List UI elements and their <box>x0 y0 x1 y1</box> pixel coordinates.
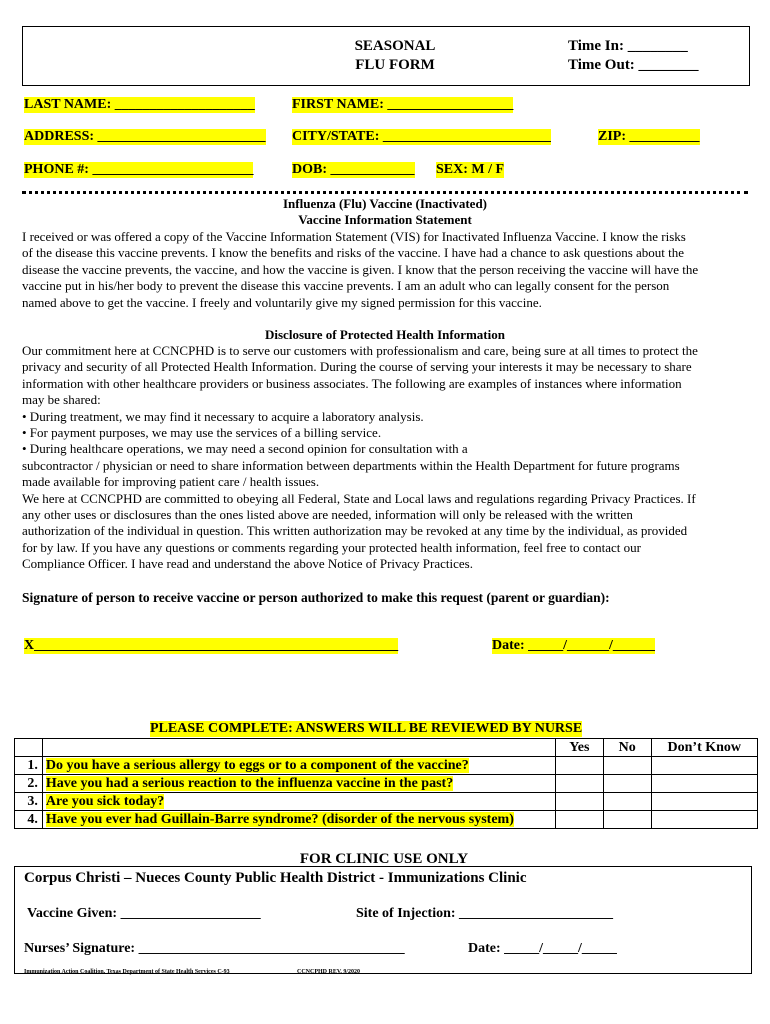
answer-no-cell[interactable] <box>603 811 651 829</box>
form-title-line1: SEASONAL <box>354 38 436 54</box>
sex-field[interactable]: SEX: M / F <box>436 162 505 177</box>
header-yes: Yes <box>555 739 603 757</box>
time-in-field[interactable]: Time In: ________ <box>568 38 688 54</box>
table-row <box>15 811 758 829</box>
disclosure-title: Disclosure of Protected Health Information <box>265 327 505 342</box>
disclosure-line: may be shared: <box>22 392 101 408</box>
time-fields <box>568 37 699 75</box>
answer-dont-know-cell[interactable] <box>651 793 757 811</box>
disclosure-line: for by law. If you have any questions or comments regarding your protected health information, feel free to contact our <box>22 539 641 555</box>
answer-no-cell[interactable] <box>603 775 651 793</box>
header-num-cell <box>15 739 43 757</box>
disclosure-statement <box>22 343 752 573</box>
disclosure-line: Our commitment here at CCNCPHD is to serve our customers with professionalism and care, being sure at all times to protect the <box>22 343 698 358</box>
nurse-signature-field[interactable]: Nurses’ Signature: ______________________________________ <box>24 941 405 956</box>
answer-yes-cell[interactable] <box>555 775 603 793</box>
question-number: 2. <box>15 775 43 793</box>
disclosure-line: privacy and security of all Protected Health Information. During the course of serving your interests it may be necessary to share <box>22 359 692 375</box>
vis-line: I received or was offered a copy of the Vaccine Information Statement (VIS) for Inactivated Influenza Vaccine. I know the risks <box>22 229 686 244</box>
question-number: 3. <box>15 793 43 811</box>
vis-line: of the disease this vaccine prevents. I know the benefits and risks of the vaccine. I have had a chance to ask questions about the <box>22 245 685 261</box>
table-row <box>15 793 758 811</box>
answer-yes-cell[interactable] <box>555 793 603 811</box>
answer-no-cell[interactable] <box>603 793 651 811</box>
disclosure-line: information with other healthcare providers or business associates. The following are examples of instances where information <box>22 375 682 391</box>
zip-field[interactable]: ZIP: __________ <box>598 129 700 144</box>
question-text: Have you had a serious reaction to the influenza vaccine in the past? <box>45 776 454 791</box>
answer-no-cell[interactable] <box>603 757 651 775</box>
disclosure-line: subcontractor / physician or need to share information between departments within the Health Department for future programs <box>22 457 680 473</box>
header-no: No <box>603 739 651 757</box>
vis-line: disease the vaccine prevents, the vaccine, and how the vaccine is given. I know that the person receiving the vaccine will have the <box>22 261 699 277</box>
answer-dont-know-cell[interactable] <box>651 757 757 775</box>
vis-title-line1: Influenza (Flu) Vaccine (Inactivated) <box>282 196 488 211</box>
answer-yes-cell[interactable] <box>555 811 603 829</box>
vaccine-given-field[interactable]: Vaccine Given: ____________________ <box>27 906 261 921</box>
disclosure-line: • For payment purposes, we may use the services of a billing service. <box>22 425 382 441</box>
phone-field[interactable]: PHONE #: _______________________ <box>24 162 254 177</box>
answer-yes-cell[interactable] <box>555 757 603 775</box>
question-text: Do you have a serious allergy to eggs or to a component of the vaccine? <box>45 758 469 773</box>
section-divider <box>22 191 748 194</box>
table-row <box>15 757 758 775</box>
form-title-line2: FLU FORM <box>355 57 435 73</box>
table-row <box>15 775 758 793</box>
question-text: Have you ever had Guillain-Barre syndrome? (disorder of the nervous system) <box>45 812 514 827</box>
disclosure-line: authorization of the individual in question. This written authorization may be revoked at any time by the individual, as provided <box>22 523 688 539</box>
table-header-row <box>15 739 758 757</box>
clinic-heading: FOR CLINIC USE ONLY <box>299 851 469 867</box>
screening-questions-table <box>14 738 758 829</box>
disclosure-line: Compliance Officer. I have read and understand the above Notice of Privacy Practices. <box>22 556 473 572</box>
question-number: 4. <box>15 811 43 829</box>
disclosure-line: • During treatment, we may find it necessary to acquire a laboratory analysis. <box>22 408 424 424</box>
first-name-field[interactable]: FIRST NAME: __________________ <box>292 97 514 112</box>
question-text: Are you sick today? <box>45 794 165 809</box>
disclosure-line: made available for improving patient care / health issues. <box>22 474 320 490</box>
signature-prompt: Signature of person to receive vaccine or person authorized to make this request (parent or guardian): <box>22 590 610 605</box>
time-out-field[interactable]: Time Out: ________ <box>568 57 699 73</box>
answer-dont-know-cell[interactable] <box>651 811 757 829</box>
signature-date-field[interactable]: Date: _____/______/______ <box>492 638 655 653</box>
answer-dont-know-cell[interactable] <box>651 775 757 793</box>
questionnaire-heading: PLEASE COMPLETE: ANSWERS WILL BE REVIEWED BY NURSE <box>150 721 583 736</box>
disclosure-line: • During healthcare operations, we may need a second opinion for consultation with a <box>22 441 468 457</box>
vis-title <box>22 196 748 229</box>
form-title <box>335 37 455 75</box>
clinic-name: Corpus Christi – Nueces County Public Health District - Immunizations Clinic <box>24 870 527 886</box>
clinic-date-field[interactable]: Date: _____/_____/_____ <box>468 941 617 956</box>
question-number: 1. <box>15 757 43 775</box>
address-field[interactable]: ADDRESS: ________________________ <box>24 129 266 144</box>
disclosure-line: We here at CCNCPHD are committed to obeying all Federal, State and Local laws and regulations regarding Privacy Practices. If <box>22 490 696 506</box>
header-question-cell <box>42 739 555 757</box>
footer-source: Immunization Action Coalition, Texas Department of State Health Services C-93 <box>24 969 230 975</box>
signature-line[interactable]: X____________________________________________________ <box>24 638 399 653</box>
city-state-field[interactable]: CITY/STATE: ________________________ <box>292 129 551 144</box>
header-dont-know: Don’t Know <box>651 739 757 757</box>
vis-line: vaccine put in his/her body to prevent the disease this vaccine prevents. I am an adult who can legally consent for the person <box>22 278 670 294</box>
vis-statement <box>22 229 752 311</box>
dob-field[interactable]: DOB: ____________ <box>292 162 415 177</box>
vis-line: named above to get the vaccine. I freely and voluntarily give my signed permission for this vaccine. <box>22 294 542 310</box>
disclosure-line: any other uses or disclosures than the ones listed above are needed, information will only be released with the written <box>22 507 633 523</box>
last-name-field[interactable]: LAST NAME: ____________________ <box>24 97 255 112</box>
injection-site-field[interactable]: Site of Injection: ______________________ <box>356 906 614 921</box>
vis-title-line2: Vaccine Information Statement <box>298 212 472 228</box>
footer-revision: CCNCPHD REV. 9/2020 <box>297 969 361 975</box>
